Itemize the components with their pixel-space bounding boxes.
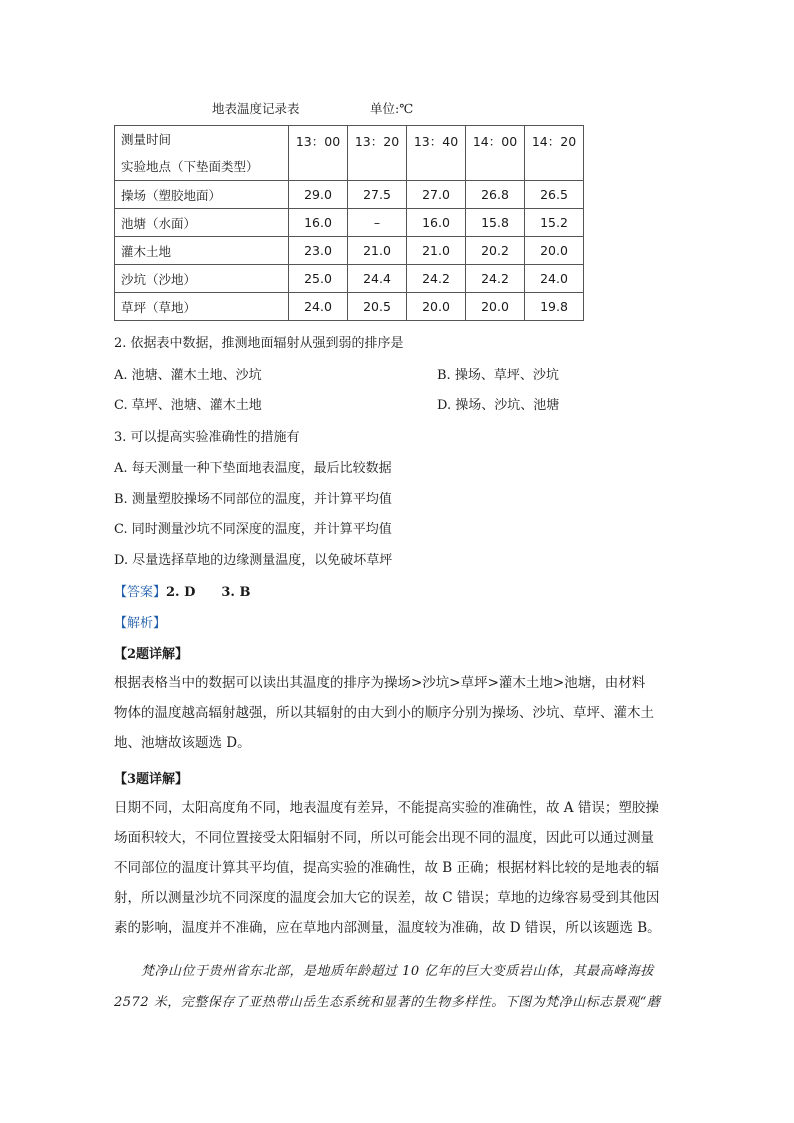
analysis-tag: 【解析】 <box>114 616 167 631</box>
question-2-option-b: B. 操场、草坪、沙坑 <box>437 368 559 383</box>
table-corner-cell <box>115 126 289 181</box>
time-header: 13：40 <box>407 126 466 181</box>
question-2-stem: 2. 依据表中数据，推测地面辐射从强到弱的排序是 <box>114 336 404 351</box>
question-3-stem: 3. 可以提高实验准确性的措施有 <box>114 430 300 445</box>
explanation-line: 不同部位的温度计算其平均值，提高实验的准确性，故 B 正确；根据材料比较的是地表的辐 <box>114 860 660 876</box>
value-cell: 20.0 <box>525 237 584 265</box>
table-row <box>115 209 584 237</box>
passage-line: 梵净山位于贵州省东北部，是地质年龄超过 10 亿年的巨大变质岩山体，其最高峰海拔 <box>114 964 654 979</box>
explanation-line: 射，所以测量沙坑不同深度的温度会加大它的误差，故 C 错误；草地的边缘容易受到其他因 <box>114 890 660 906</box>
value-cell: 21.0 <box>407 237 466 265</box>
time-header: 13：00 <box>289 126 348 181</box>
temperature-table <box>114 125 584 321</box>
table-row <box>115 293 584 321</box>
corner-site-label: 实验地点（下垫面类型） <box>121 159 259 174</box>
value-cell: 24.0 <box>525 265 584 293</box>
time-header: 14：20 <box>525 126 584 181</box>
q2-explanation-heading: 【2题详解】 <box>114 647 189 662</box>
question-2-option-c: C. 草坪、池塘、灌木土地 <box>114 398 262 413</box>
time-header: 13：20 <box>348 126 407 181</box>
value-cell: 24.2 <box>407 265 466 293</box>
q3-explanation <box>114 793 661 943</box>
value-cell: 20.5 <box>348 293 407 321</box>
explanation-line: 日期不同，太阳高度角不同，地表温度有差异，不能提高实验的准确性，故 A 错误；塑胶操 <box>114 800 659 816</box>
question-2-option-a: A. 池塘、灌木土地、沙坑 <box>114 368 262 383</box>
value-cell: 24.0 <box>289 293 348 321</box>
explanation-line: 素的影响，温度并不准确，应在草地内部测量，温度较为准确，故 D 错误，所以该题选 B。 <box>114 920 661 936</box>
table-row <box>115 237 584 265</box>
value-cell: 20.0 <box>466 293 525 321</box>
answer-line <box>114 581 250 600</box>
q3-explanation-heading: 【3题详解】 <box>114 772 189 787</box>
value-cell: 23.0 <box>289 237 348 265</box>
explanation-line: 地、池塘故该题选 D。 <box>114 735 251 751</box>
question-2-option-d: D. 操场、沙坑、池塘 <box>437 398 560 413</box>
q2-explanation <box>114 668 654 758</box>
passage-line: 2572 米，完整保存了亚热带山岳生态系统和显著的生物多样性。下图为梵净山标志景观“蘑 <box>114 995 661 1010</box>
value-cell: 19.8 <box>525 293 584 321</box>
value-cell: 15.2 <box>525 209 584 237</box>
value-cell: 27.5 <box>348 181 407 209</box>
value-cell: 24.4 <box>348 265 407 293</box>
value-cell: 25.0 <box>289 265 348 293</box>
question-3-option-d: D. 尽量选择草地的边缘测量温度，以免破坏草坪 <box>114 553 393 568</box>
value-cell: 21.0 <box>348 237 407 265</box>
site-cell: 沙坑（沙地） <box>115 265 289 293</box>
question-3-option-c: C. 同时测量沙坑不同深度的温度，并计算平均值 <box>114 522 392 537</box>
site-cell: 操场（塑胶地面） <box>115 181 289 209</box>
question-3-option-a: A. 每天测量一种下垫面地表温度，最后比较数据 <box>114 461 392 476</box>
value-cell: 20.0 <box>407 293 466 321</box>
value-cell: 20.2 <box>466 237 525 265</box>
table-row <box>115 181 584 209</box>
question-3-option-b: B. 测量塑胶操场不同部位的温度，并计算平均值 <box>114 492 392 507</box>
table-row <box>115 265 584 293</box>
explanation-line: 根据表格当中的数据可以读出其温度的排序为操场>沙坑>草坪>灌木土地>池塘，由材料 <box>114 675 646 691</box>
value-cell: 27.0 <box>407 181 466 209</box>
value-cell: 26.5 <box>525 181 584 209</box>
value-cell: 16.0 <box>289 209 348 237</box>
answer-text: 2. D 3. B <box>166 585 251 600</box>
site-cell: 草坪（草地） <box>115 293 289 321</box>
value-cell: 29.0 <box>289 181 348 209</box>
time-header: 14：00 <box>466 126 525 181</box>
table-unit: 单位:℃ <box>370 101 414 116</box>
value-cell: 26.8 <box>466 181 525 209</box>
table-title: 地表温度记录表 <box>212 101 300 116</box>
value-cell: 15.8 <box>466 209 525 237</box>
site-cell: 池塘（水面） <box>115 209 289 237</box>
table-header-row <box>115 126 584 181</box>
site-cell: 灌木土地 <box>115 237 289 265</box>
corner-time-label: 测量时间 <box>121 132 172 147</box>
value-cell: 24.2 <box>466 265 525 293</box>
explanation-line: 物体的温度越高辐射越强，所以其辐射的由大到小的顺序分别为操场、沙坑、草坪、灌木土 <box>114 705 654 721</box>
value-cell: 16.0 <box>407 209 466 237</box>
explanation-line: 场面积较大，不同位置接受太阳辐射不同，所以可能会出现不同的温度，因此可以通过测量 <box>114 830 654 846</box>
answer-tag: 【答案】 <box>114 585 167 600</box>
value-cell: – <box>348 209 407 237</box>
